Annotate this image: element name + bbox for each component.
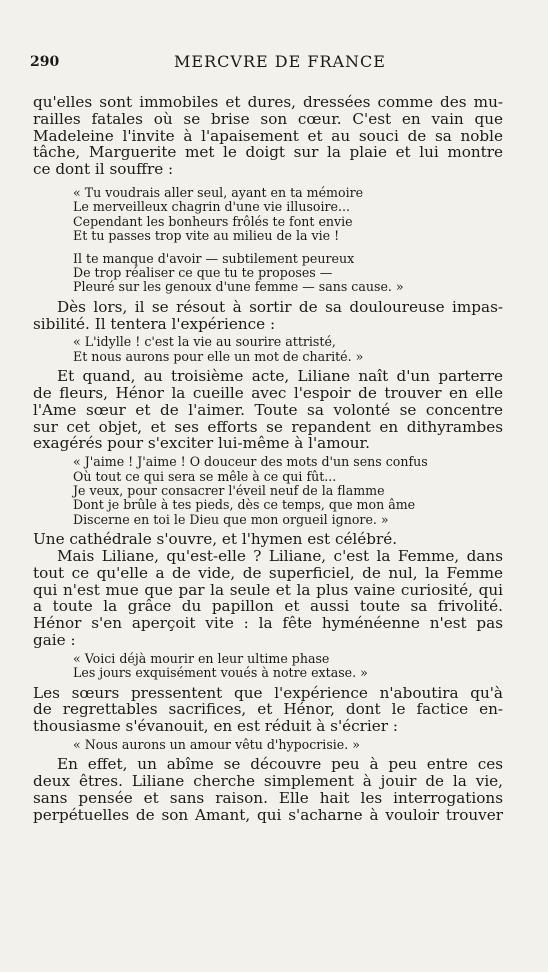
page-header [30,52,530,76]
text-line: qui n'est mue que par la seule et la plus vaine curiosité, qui [33,580,503,599]
verse-line: Il te manque d'avoir — subtilement peureux [73,250,355,266]
verse-line: Cependant les bonheurs frôlés te font envie [73,213,353,229]
text-line: Madeleine l'invite à l'apaisement et au souci de sa noble [33,126,503,145]
paragraph-7 [33,756,503,823]
text-line: de regrettables sacrifices, et Hénor, dont le factice en- [33,700,503,719]
text-line: gaie : [33,631,76,650]
text-line: deux êtres. Liliane cherche simplement à jouir de la vie, [33,772,503,791]
text-line: Les sœurs pressentent que l'expérience n'aboutira qu'à [33,683,503,702]
verse-line: Et tu passes trop vite au milieu de la vie ! [73,228,340,244]
text-line: Mais Liliane, qu'est-elle ? Liliane, c'est la Femme, dans [57,547,503,566]
verse-line: « L'idylle ! c'est la vie au sourire attristé, [73,334,336,350]
text-line: sur cet objet, et ses efforts se repandent en dithyrambes [33,417,503,436]
verse-line: Et nous aurons pour elle un mot de charité. » [73,348,364,364]
text-line: railles fatales où se brise son cœur. C'est en vain que [33,109,503,128]
paragraph-6 [33,685,503,735]
verse-line: « J'aime ! J'aime ! O douceur des mots d'un sens confus [73,454,428,470]
verse-line: De trop réaliser ce que tu te proposes — [73,265,333,281]
paragraph-5 [33,548,503,649]
paragraph-2 [33,299,503,333]
verse-line: « Tu voudrais aller seul, ayant en ta mémoire [73,184,364,200]
verse-quote-2 [73,335,503,364]
verse-line: Où tout ce qui sera se mêle à ce qui fût... [73,468,337,484]
verse-quote-3 [73,455,503,527]
text-line: de fleurs, Hénor la cueille avec l'espoir de trouver en elle [33,384,503,403]
text-line: Et quand, au troisième acte, Liliane naît d'un parterre [57,367,503,386]
text-line: sans pensée et sans raison. Elle hait les interrogations [33,789,503,808]
text-line: Dès lors, il se résout à sortir de sa douloureuse impas- [57,297,503,316]
paragraph-3 [33,368,503,452]
verse-line: Le merveilleux chagrin d'une vie illusoire... [73,199,351,215]
verse-line: Je veux, pour consacrer l'éveil neuf de la flamme [73,483,385,499]
verse-quote-5 [73,738,503,752]
text-line: En effet, un abîme se découvre peu à peu entre ces [57,755,503,774]
text-line: tâche, Marguerite met le doigt sur la plaie et lui montre [33,143,503,162]
paragraph-1 [33,94,503,178]
text-line: qu'elles sont immobiles et dures, dressées comme des mu- [33,93,503,111]
text-line: ce dont il souffre : [33,160,174,179]
text-line: Une cathédrale s'ouvre, et l'hymen est célébré. [33,530,398,549]
running-head: MERCVRE DE FRANCE [174,52,386,71]
verse-line: Pleuré sur les genoux d'une femme — sans cause. » [73,279,404,295]
text-line: Hénor s'en aperçoit vite : la fête hyménéenne n'est pas [33,614,503,633]
page-number: 290 [30,54,60,70]
verse-line: « Nous aurons un amour vêtu d'hypocrisie. » [73,737,360,753]
verse-quote-1 [73,186,503,295]
verse-line: Dont je brûle à tes pieds, dès ce temps, que mon âme [73,497,416,513]
verse-line: « Voici déjà mourir en leur ultime phase [73,650,330,666]
text-line: tout ce qu'elle a de vide, de superficiel, de nul, la Femme [33,563,503,582]
verse-line: Les jours exquisément voués à notre extase. » [73,665,368,681]
text-line: a toute la grâce du papillon et aussi toute sa frivolité. [33,597,503,616]
verse-quote-4 [73,652,503,681]
text-line: thousiasme s'évanouit, en est réduit à s'écrier : [33,717,398,736]
body-text [33,94,503,824]
text-line: l'Ame sœur et de l'aimer. Toute sa volonté se concentre [33,400,503,419]
text-line: sibilité. Il tentera l'expérience : [33,314,276,333]
text-line: perpétuelles de son Amant, qui s'acharne à vouloir trouver [33,805,503,824]
text-line: exagérés pour s'exciter lui-même à l'amour. [33,434,370,453]
paragraph-4 [33,531,503,548]
verse-line: Discerne en toi le Dieu que mon orgueil ignore. » [73,511,389,527]
